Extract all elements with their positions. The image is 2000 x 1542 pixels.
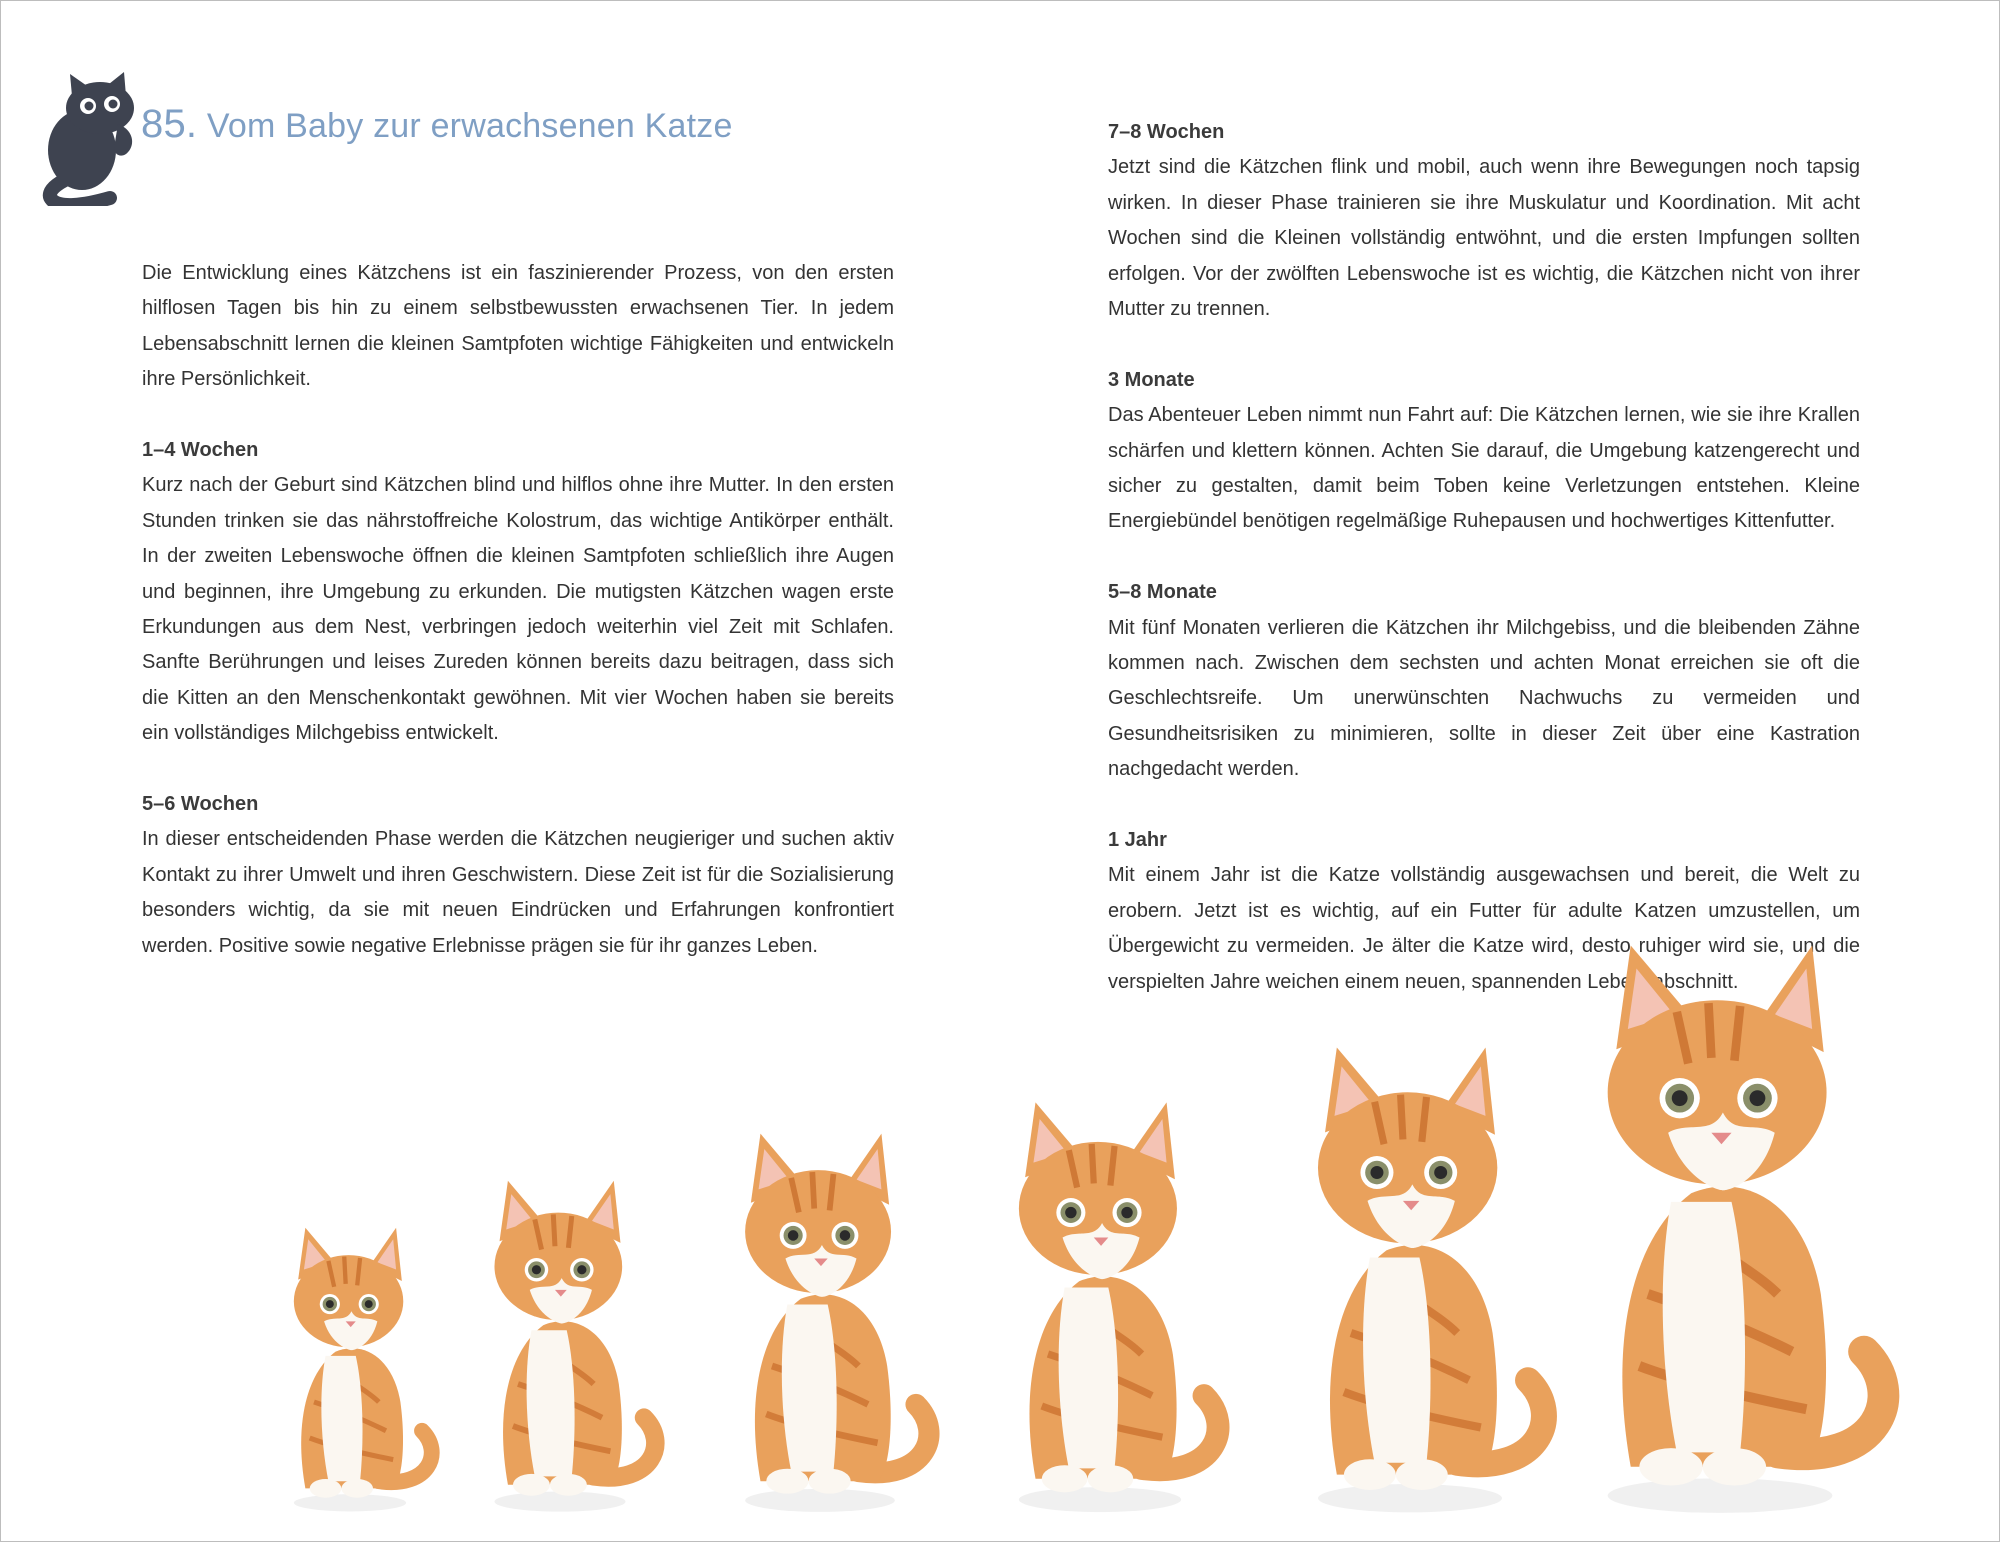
- section-text: In dieser entscheidenden Phase werden die Kätzchen neugieriger und suchen aktiv Kontakt zu ihrer Umwelt und ihren Geschwistern. Diese Zeit ist für die Sozialisierung besonders wichtig, da sie mit neuen Eindrücken und Erfahrungen konfrontiert werden. Positive sowie negative Erlebnisse prägen sie für ihr ganzes Leben.: [142, 828, 894, 957]
- section-text: Mit einem Jahr ist die Katze vollständig ausgewachsen und bereit, die Welt zu erobern. Jetzt ist es wichtig, auf ein Futter für adulte Katzen umzustellen, um Übergewicht zu vermeiden. Je älter die Katze wird, desto ruhiger wird sie, und die verspielten Jahre weichen einem neuen, spannenden Lebensabschnitt.: [1108, 864, 1860, 993]
- page-number: 85.: [141, 102, 198, 146]
- intro-paragraph: Die Entwicklung eines Kätzchens ist ein faszinierender Prozess, von den ersten hilflosen Tagen bis hin zu einem selbstbewussten erwachsenen Tier. In jedem Lebensabschnitt lernen die kleinen Samtpfoten wichtige Fähigkeiten und entwickeln ihre Persönlichkeit.: [142, 262, 894, 391]
- section-heading: 3 Monate: [1108, 368, 1195, 391]
- kitten-1-year: [1608, 946, 1884, 1513]
- section-heading: 5–6 Wochen: [142, 793, 259, 816]
- section-text: Das Abenteuer Leben nimmt nun Fahrt auf: Die Kätzchen lernen, wie sie ihre Krallen schärfen und klettern können. Achten Sie darauf, die Umgebung katzengerecht und sicher zu gestalten, damit beim Toben keine Verletzungen entstehen. Kleine Energiebündel benötigen regelmäßige Ruhepausen und hochwertiges Kittenfutter.: [1108, 404, 1860, 533]
- section-7-8-wochen: [1108, 115, 1860, 327]
- section-1-4-wochen: [142, 433, 894, 752]
- kitten-1-4-weeks: [294, 1228, 432, 1512]
- kitten-5-6-weeks: [494, 1181, 655, 1512]
- kitten-3-months: [1019, 1102, 1218, 1512]
- section-text: Kurz nach der Geburt sind Kätzchen blind und hilflos ohne ihre Mutter. In den ersten Stunden trinken sie das nährstoffreiche Kolostrum, das wichtige Antikörper enthält. In der zweiten Lebenswoche öffnen die kleinen Samtpfoten schließlich ihre Augen und beginnen, ihre Umgebung zu erkunden. Die mutigsten Kätzchen wagen erste Erkundungen aus dem Nest, verbringen jedoch weiterhin viel Zeit mit Schlafen. Sanfte Berührungen und leises Zureden können bereits dazu beitragen, dass sich die Kitten an den Menschenkontakt gewöhnen. Mit vier Wochen haben sie bereits ein vollständiges Milchgebiss entwickelt.: [142, 474, 894, 745]
- kitten-7-8-weeks: [745, 1134, 929, 1512]
- cat-logo-icon: [38, 66, 138, 206]
- page-title: [141, 102, 733, 147]
- section-heading: 1–4 Wochen: [142, 439, 259, 462]
- kittens-growth-illustration: [200, 820, 1980, 1520]
- title-text: Vom Baby zur erwachsenen Katze: [206, 107, 733, 145]
- section-text: Mit fünf Monaten verlieren die Kätzchen ihr Milchgebiss, und die bleibenden Zähne kommen nach. Zwischen dem sechsten und achten Monat erreichen sie oft die Geschlechtsreife. Um unerwünschten Nachwuchs zu vermeiden und Gesundheitsrisiken zu minimieren, sollte in dieser Zeit über eine Kastration nachgedacht werden.: [1108, 616, 1860, 781]
- section-text: Jetzt sind die Kätzchen flink und mobil, auch wenn ihre Bewegungen noch tapsig wirken. In dieser Phase trainieren sie ihre Muskulatur und Koordination. Mit acht Wochen sind die Kleinen vollständig entwöhnt, und die ersten Impfungen sollten erfolgen. Vor der zwölften Lebenswoche ist es wichtig, die Kätzchen nicht von ihrer Mutter zu trennen.: [1108, 156, 1860, 321]
- section-5-8-monate: [1108, 575, 1860, 787]
- section-3-monate: [1108, 363, 1860, 540]
- section-heading: 1 Jahr: [1108, 829, 1167, 852]
- section-heading: 5–8 Monate: [1108, 581, 1217, 604]
- kitten-5-8-months: [1318, 1047, 1544, 1512]
- section-heading: 7–8 Wochen: [1108, 121, 1225, 143]
